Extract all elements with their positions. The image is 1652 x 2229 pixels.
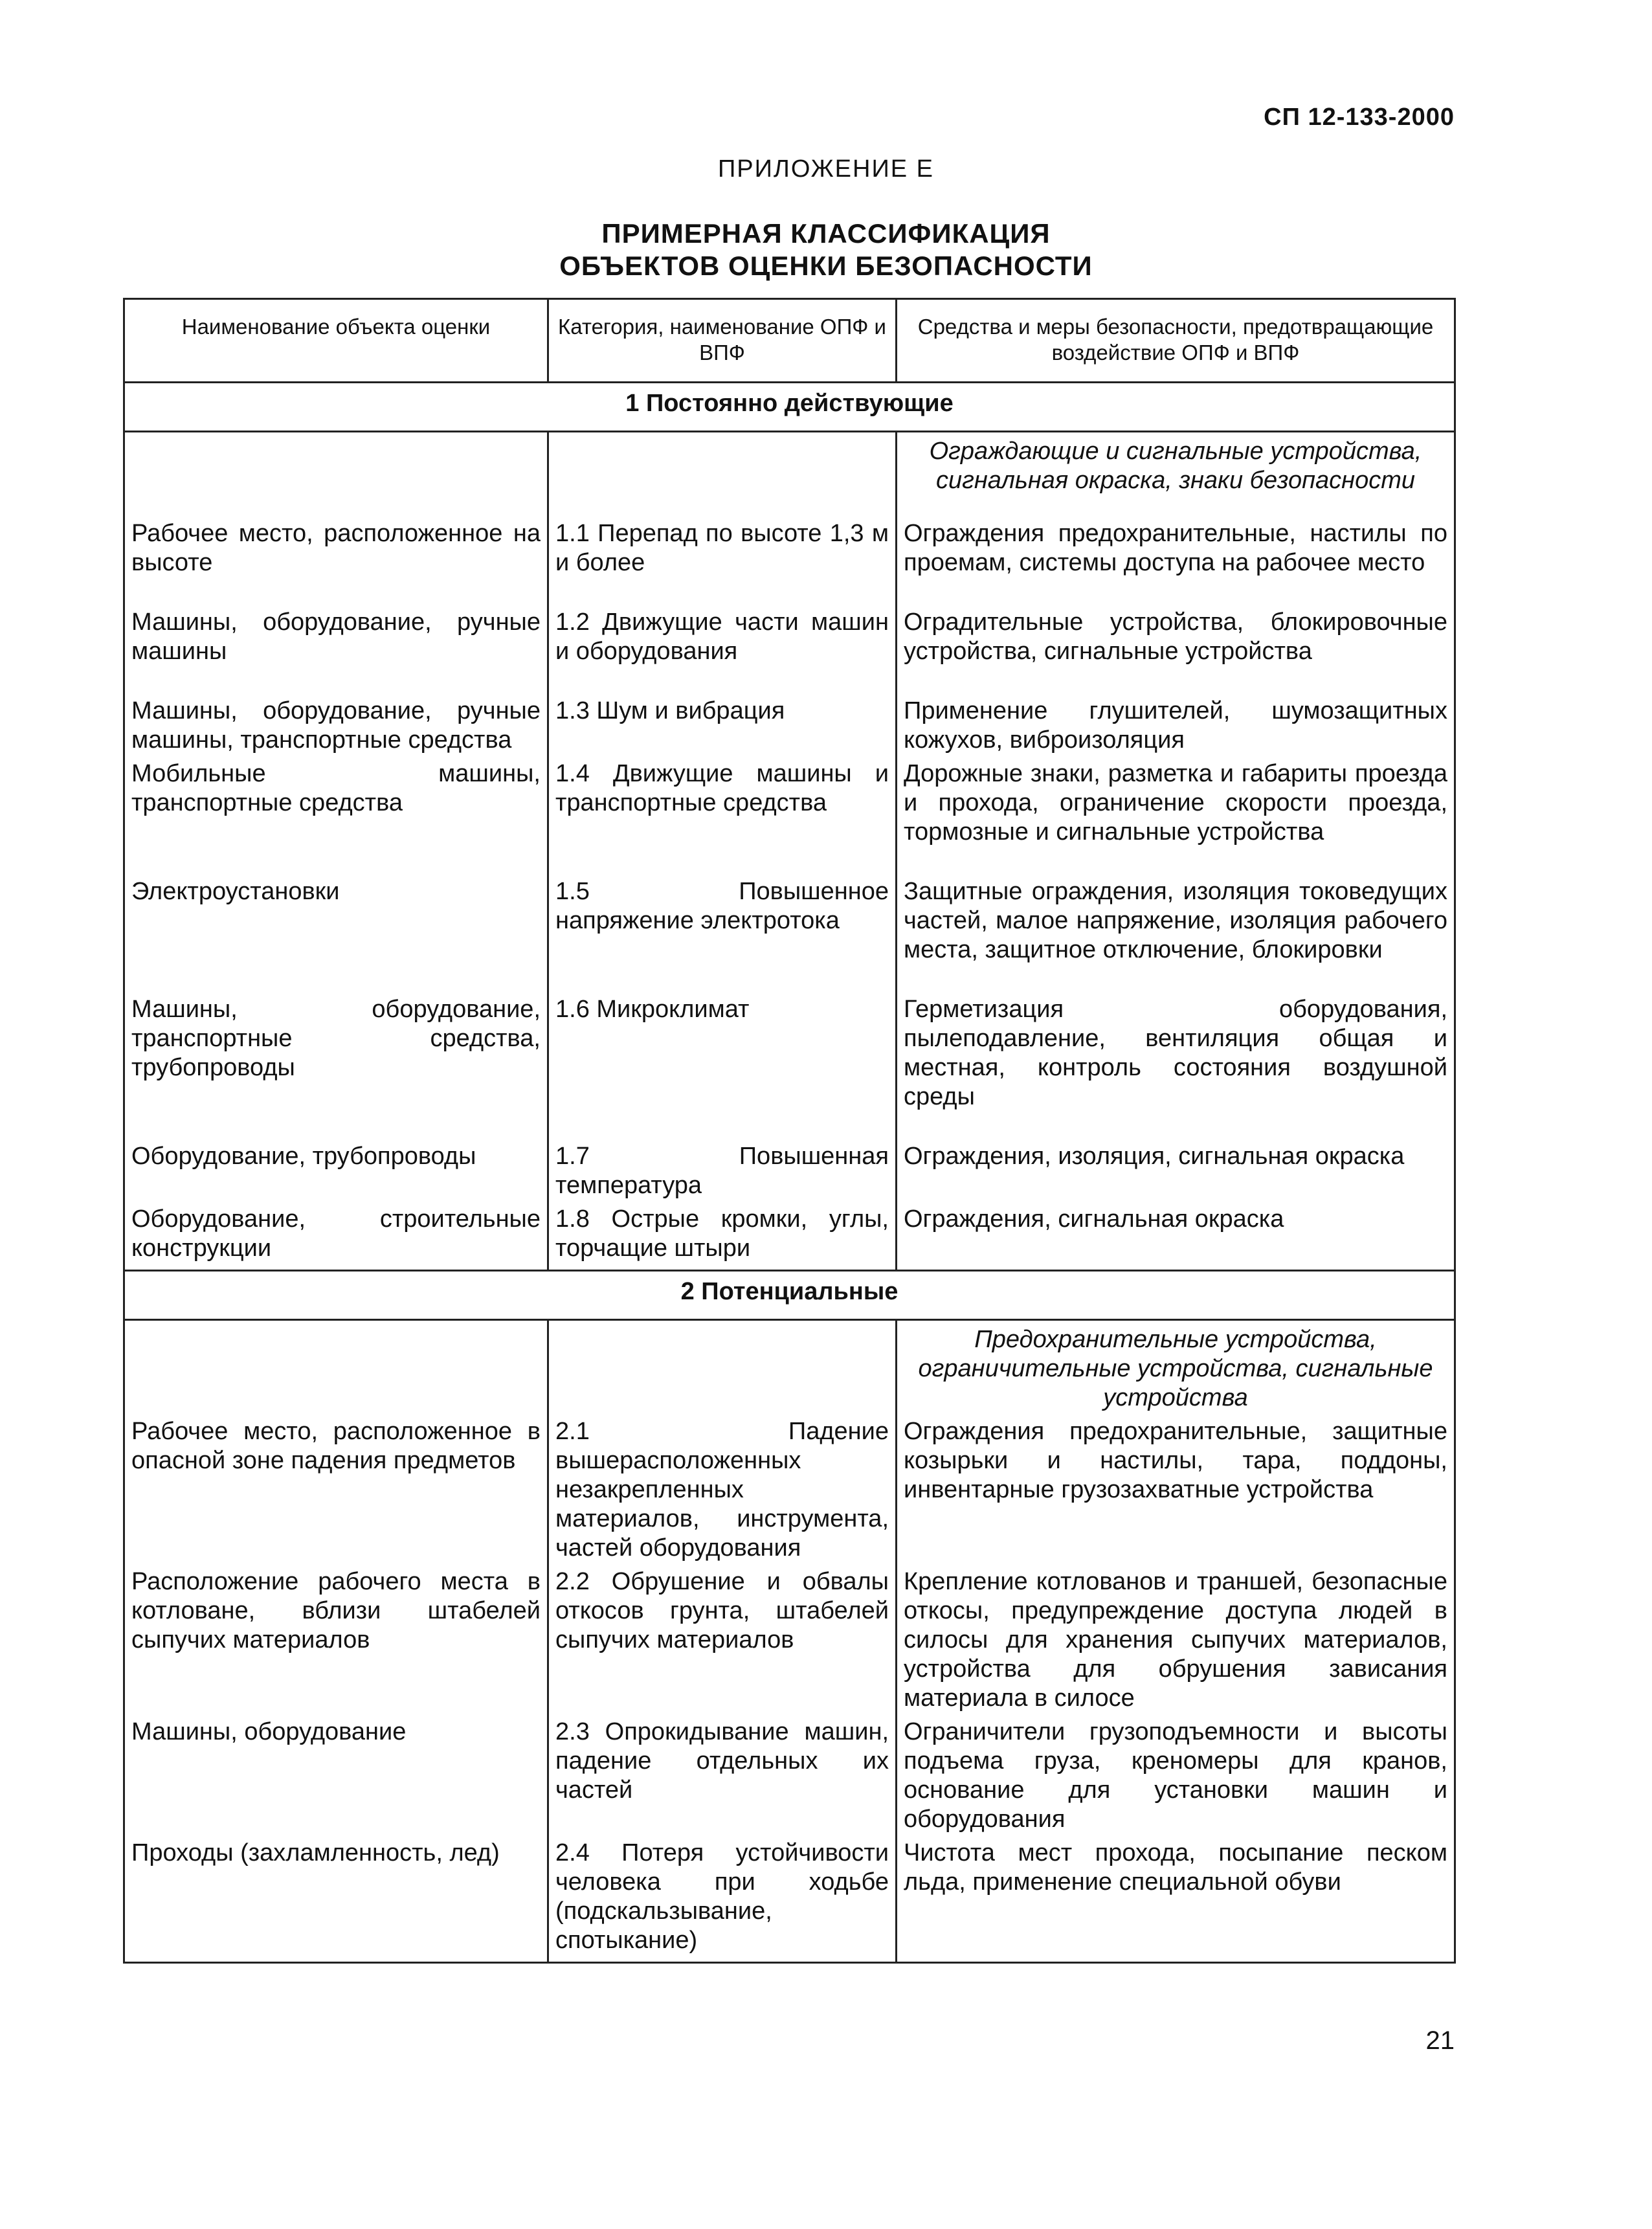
- measures-cell: Защитные ограждения, изоляция токоведущих частей, малое напряжение, изоляция рабочего места, защитное отключение, блокировки: [897, 873, 1455, 991]
- general-measures-cell: Ограждающие и сигнальные устройства, сигнальная окраска, знаки безопасности: [897, 432, 1455, 515]
- measures-cell: Дорожные знаки, разметка и габариты проезда и прохода, ограничение скорости проезда, тормозные и сигнальные устройства: [897, 755, 1455, 873]
- section-title: 1 Постоянно действующие: [124, 383, 1455, 432]
- category-cell: [548, 432, 897, 515]
- category-cell: 1.4 Движущие машины и транспортные средства: [548, 755, 897, 873]
- title-line-2: ОБЪЕКТОВ ОЦЕНКИ БЕЗОПАСНОСТИ: [559, 251, 1093, 281]
- object-cell: Машины, оборудование, ручные машины, транспортные средства: [124, 692, 548, 755]
- measures-cell: Чистота мест прохода, посыпание песком льда, применение специальной обуви: [897, 1834, 1455, 1963]
- measures-cell: Применение глушителей, шумозащитных кожухов, виброизоляция: [897, 692, 1455, 755]
- table-row: [124, 432, 1455, 515]
- table-row: [124, 991, 1455, 1137]
- table-row: [124, 515, 1455, 603]
- object-cell: Машины, оборудование, ручные машины: [124, 603, 548, 692]
- column-header: Категория, наименование ОПФ и ВПФ: [548, 299, 897, 383]
- category-cell: 2.1 Падение вышерасположенных незакрепленных материалов, инструмента, частей оборудования: [548, 1413, 897, 1563]
- document-code: СП 12-133-2000: [1264, 104, 1455, 131]
- general-measures-cell: Предохранительные устройства, ограничительные устройства, сигнальные устройства: [897, 1320, 1455, 1413]
- measures-cell: Ограничители грузоподъемности и высоты подъема груза, креномеры для кранов, основание для установки машин и оборудования: [897, 1713, 1455, 1834]
- object-cell: [124, 432, 548, 515]
- measures-cell: Оградительные устройства, блокировочные устройства, сигнальные устройства: [897, 603, 1455, 692]
- category-cell: 1.1 Перепад по высоте 1,3 м и более: [548, 515, 897, 603]
- category-cell: 1.8 Острые кромки, углы, торчащие штыри: [548, 1200, 897, 1271]
- section-row: [124, 1271, 1455, 1320]
- measures-cell: Ограждения предохранительные, защитные козырьки и настилы, тара, поддоны, инвентарные грузозахватные устройства: [897, 1413, 1455, 1563]
- column-header: Средства и меры безопасности, предотвращающие воздействие ОПФ и ВПФ: [897, 299, 1455, 383]
- measures-cell: Ограждения, изоляция, сигнальная окраска: [897, 1137, 1455, 1200]
- object-cell: Рабочее место, расположенное на высоте: [124, 515, 548, 603]
- object-cell: Оборудование, трубопроводы: [124, 1137, 548, 1200]
- object-cell: Машины, оборудование: [124, 1713, 548, 1834]
- measures-cell: Герметизация оборудования, пылеподавление, вентиляция общая и местная, контроль состояния воздушной среды: [897, 991, 1455, 1137]
- object-cell: Электроустановки: [124, 873, 548, 991]
- classification-table: [123, 298, 1456, 1964]
- table-row: [124, 1320, 1455, 1413]
- object-cell: Расположение рабочего места в котловане, вблизи штабелей сыпучих материалов: [124, 1563, 548, 1713]
- object-cell: Проходы (захламленность, лед): [124, 1834, 548, 1963]
- table-row: [124, 1563, 1455, 1713]
- category-cell: 1.7 Повышенная температура: [548, 1137, 897, 1200]
- measures-cell: Крепление котлованов и траншей, безопасные откосы, предупреждение доступа людей в силосы для хранения сыпучих материалов, устройства для обрушения зависания материала в силосе: [897, 1563, 1455, 1713]
- appendix-label: ПРИЛОЖЕНИЕ Е: [717, 155, 935, 183]
- table-header-row: [124, 299, 1455, 383]
- section-title: 2 Потенциальные: [124, 1271, 1455, 1320]
- object-cell: [124, 1320, 548, 1413]
- table-row: [124, 1413, 1455, 1563]
- title-line-1: ПРИМЕРНАЯ КЛАССИФИКАЦИЯ: [601, 218, 1051, 249]
- page-title: [0, 218, 1652, 282]
- object-cell: Рабочее место, расположенное в опасной зоне падения предметов: [124, 1413, 548, 1563]
- table-row: [124, 1713, 1455, 1834]
- column-header: Наименование объекта оценки: [124, 299, 548, 383]
- table-row: [124, 603, 1455, 692]
- object-cell: Оборудование, строительные конструкции: [124, 1200, 548, 1271]
- page-number: 21: [1425, 2026, 1455, 2055]
- object-cell: Мобильные машины, транспортные средства: [124, 755, 548, 873]
- object-cell: Машины, оборудование, транспортные средства, трубопроводы: [124, 991, 548, 1137]
- table-row: [124, 1137, 1455, 1200]
- category-cell: 2.3 Опрокидывание машин, падение отдельных их частей: [548, 1713, 897, 1834]
- section-row: [124, 383, 1455, 432]
- category-cell: 1.3 Шум и вибрация: [548, 692, 897, 755]
- category-cell: 2.4 Потеря устойчивости человека при ходьбе (подскальзывание, спотыкание): [548, 1834, 897, 1963]
- category-cell: 1.2 Движущие части машин и оборудования: [548, 603, 897, 692]
- measures-cell: Ограждения, сигнальная окраска: [897, 1200, 1455, 1271]
- category-cell: 1.5 Повышенное напряжение электротока: [548, 873, 897, 991]
- measures-cell: Ограждения предохранительные, настилы по проемам, системы доступа на рабочее место: [897, 515, 1455, 603]
- table-row: [124, 755, 1455, 873]
- category-cell: [548, 1320, 897, 1413]
- table-row: [124, 1834, 1455, 1963]
- table-row: [124, 692, 1455, 755]
- table-row: [124, 1200, 1455, 1271]
- category-cell: 2.2 Обрушение и обвалы откосов грунта, штабелей сыпучих материалов: [548, 1563, 897, 1713]
- category-cell: 1.6 Микроклимат: [548, 991, 897, 1137]
- table-row: [124, 873, 1455, 991]
